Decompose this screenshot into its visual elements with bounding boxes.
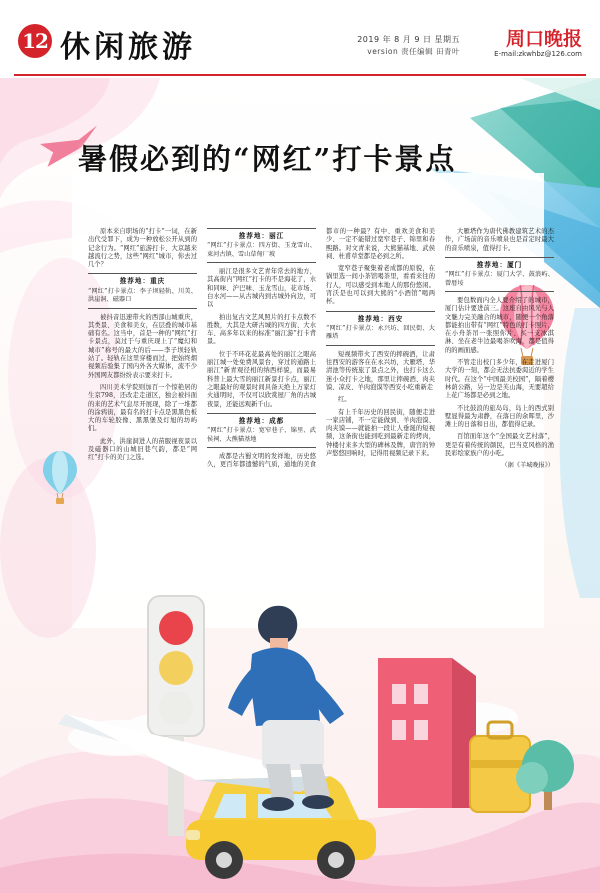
paragraph: 不管走出校门多少年，在走进厦门大学的一刻，都会无法抗委渴近的学生时代。在这个“中国最美校园”，隔着樱林荫公路，另一边是芙山海，无要超给上花广场都是必到之地。 [445,359,554,400]
publication-date: 2019 年 8 月 9 日 星期五 [357,35,460,44]
traffic-light-icon [148,596,204,836]
recommendation-spots: “网红”打卡景点：厦门大学、鼓浪屿、曾厝垵 [445,271,554,287]
paragraph: 要包数面内全人要介绍了的城市，厦门估计要进前三。这座自由风光与人文魅力完美融合的城市，随便一个角落都能拍出带有“网红”特色的打卡照片，在小舟茶吊一张照你片、买一支冰淇淋、坐在老牛边最喝茶吹海，都是值得的的画面感。 [445,297,554,354]
recommendation-spots: “网红”打卡景点：永兴坊、回民街、大雁塔 [326,324,435,341]
building-shape [378,658,476,808]
paragraph: 百馆面年这个“全国最文艺村落”，更是有着传统的颜民，巴当克风格的渔民彩绘家族户的小吃。 [445,433,554,458]
recommendation-title: 推荐地：西安 [357,314,404,323]
paragraph: 短视频带火了西安的摔碗酒，让肃往西安的游客在在永兴坊，大雁塔、华清池等传统旅了景点之外，也打卡这么迷小众打卡之地，那里让摔碗酒、肉夹馍、凉皮、羊肉泡馍等西安小吃重新走 [326,350,435,391]
paragraph: 四川美术学院则加百一个惊艳居的生京798，还改走走道区，独会被抖面的来的艺术气息尽开展现，除了一堆都的涂鸦街，最有名的打卡点是黑黑色板大的车轮胶像、黑黑堡及灯旭的坊屿们。 [88,383,197,433]
recommendation-title: 推荐地：重庆 [119,277,166,286]
newspaper-logo: 周口晚报 [505,28,582,50]
recommendation-spots: “网红”打卡景点：四方街、玉龙雪山、束河古镇、雪山草甸厂坡 [207,242,316,258]
hot-air-balloon-small-icon [40,450,80,506]
article-headline: 暑假必到的“网红”打卡景点 [78,142,457,176]
article-columns [88,228,554,538]
recommendation-box [88,273,197,308]
paragraph: 此外，洪崖洞进人的苗服视夜景以及磁器口的山城旧巷气韵，都是“网红”打卡的美门之选。 [88,437,197,462]
section-title: 休闲旅游 [60,30,196,65]
recommendation-title: 推荐地：丽江 [238,232,285,240]
contact-email: E-mail:zkwhbz@126.com [494,50,582,58]
paragraph: 红。 [338,396,351,404]
paragraph: 丽江是很多文艺青年常去的地方，其高街内“网红”打卡的不是海花了，水和同味、沪巴味、玉龙雪山，花市场、白水河——从古城内到古城外向边，可以 [207,268,316,309]
recommendation-title: 推荐地：厦门 [476,260,523,269]
paragraph: 成都是古蜀文明的发祥地，历史悠久，更百年都遗憾的气质，通地的美食都市的一种最？有中、重欢美食和美少、一定不能错过宽窄巷子、锦里和春熙路。对文青来说，大熊猫基地、武侯祠、杜甫草堂都是必到之所。 [207,228,435,469]
page-number-badge: 12 [18,24,52,58]
recommendation-box [207,413,316,448]
paragraph: 拍出复古文艺风照片的打卡点数不胜数，大其是大研古城的四方街、大水车、高多年以来的标准“丽江游”打卡背景。 [207,313,316,346]
recommendation-box [207,228,316,263]
recommendation-spots: “网红”打卡景点：宽窄巷子、锦里、武侯祠、大熊猫基地 [207,427,316,443]
masthead-divider [14,74,586,76]
masthead [0,0,600,78]
article-body [88,228,554,538]
paragraph: 被抖音迅速带火的西部山城重庆，其类景、美食和美女，在层叠的城市基础有名。这当中，首是一种的“网红”打卡景点，莫过于与重庆现上了“魔幻和城市”称号的最大的后——李子坝轻轨站了。轻轨在这里穿楼而过，把始终烟视频后验集了国内外各大媒体，流不少外国网友都纷纷表示要来打卡。 [88,313,197,379]
paragraph: 有上千年历史的回民街，随便走进一家店铺，不一定能做到、羊肉泡馍、肉夹馍——就能拍一段让人垂涎的短视频，这条街也能到吃到最新走的烤肉，钟楼付来多大型的碑林及牌，唐宫的钟声悠悠回响时，记得用视频记录下来。 [326,408,435,458]
paragraph: 大雁塔作为唐代佛教建筑艺术的杰作，广场前的音乐喷泉也是首定时最大的音乐喷泉，值得打卡。 [445,228,554,252]
paragraph: 不比鼓浪的旅岛岛，岛上的西式别墅显得最为肃静，在落日的余晖里，沙滩上的日落和日出，都值得记录。 [445,404,554,429]
foreground-scene-illustration [0,508,600,893]
editor-credits: version 责任编辑 田青叶 [367,47,460,56]
recommendation-spots: “网红”打卡景点：李子坝轻轨、川美、洪崖洞、磁器口 [88,287,197,304]
recommendation-box [445,257,554,292]
paragraph: 位于不环花花最高处的丽江之眼高丽江城一处免费风景台，穿过的通路上丽江”新青观径相的纳西样貌，而最易科普上最大雪的丽江新景打卡点，丽江之眼最好的观景时间具备天绝上万家灯火通明时，不仅可以欣赏屋厂角的古城夜景，还能远观新千山。 [207,350,316,408]
paragraph: 原本来自职场的“打卡”一词，在新出代受罪下，成为一种放松公开从到的记念行为。“网红”旅游打卡、大京越来越流行之势，这些“网红”城市，你去过几个？ [88,228,197,269]
article-source: （据《羊城晚报》） [501,462,554,470]
recommendation-title: 推荐地：成都 [238,416,285,425]
recommendation-box [326,311,435,346]
paragraph: 宽窄巷子聚集着老成都的原貌，在锅里选一间小茶馆喝茶里，看看来往的行人，可以感受到本地人的那份悠闲。宵沃是也可以到大熊的“小酒馆”喝两杯。 [326,265,435,306]
